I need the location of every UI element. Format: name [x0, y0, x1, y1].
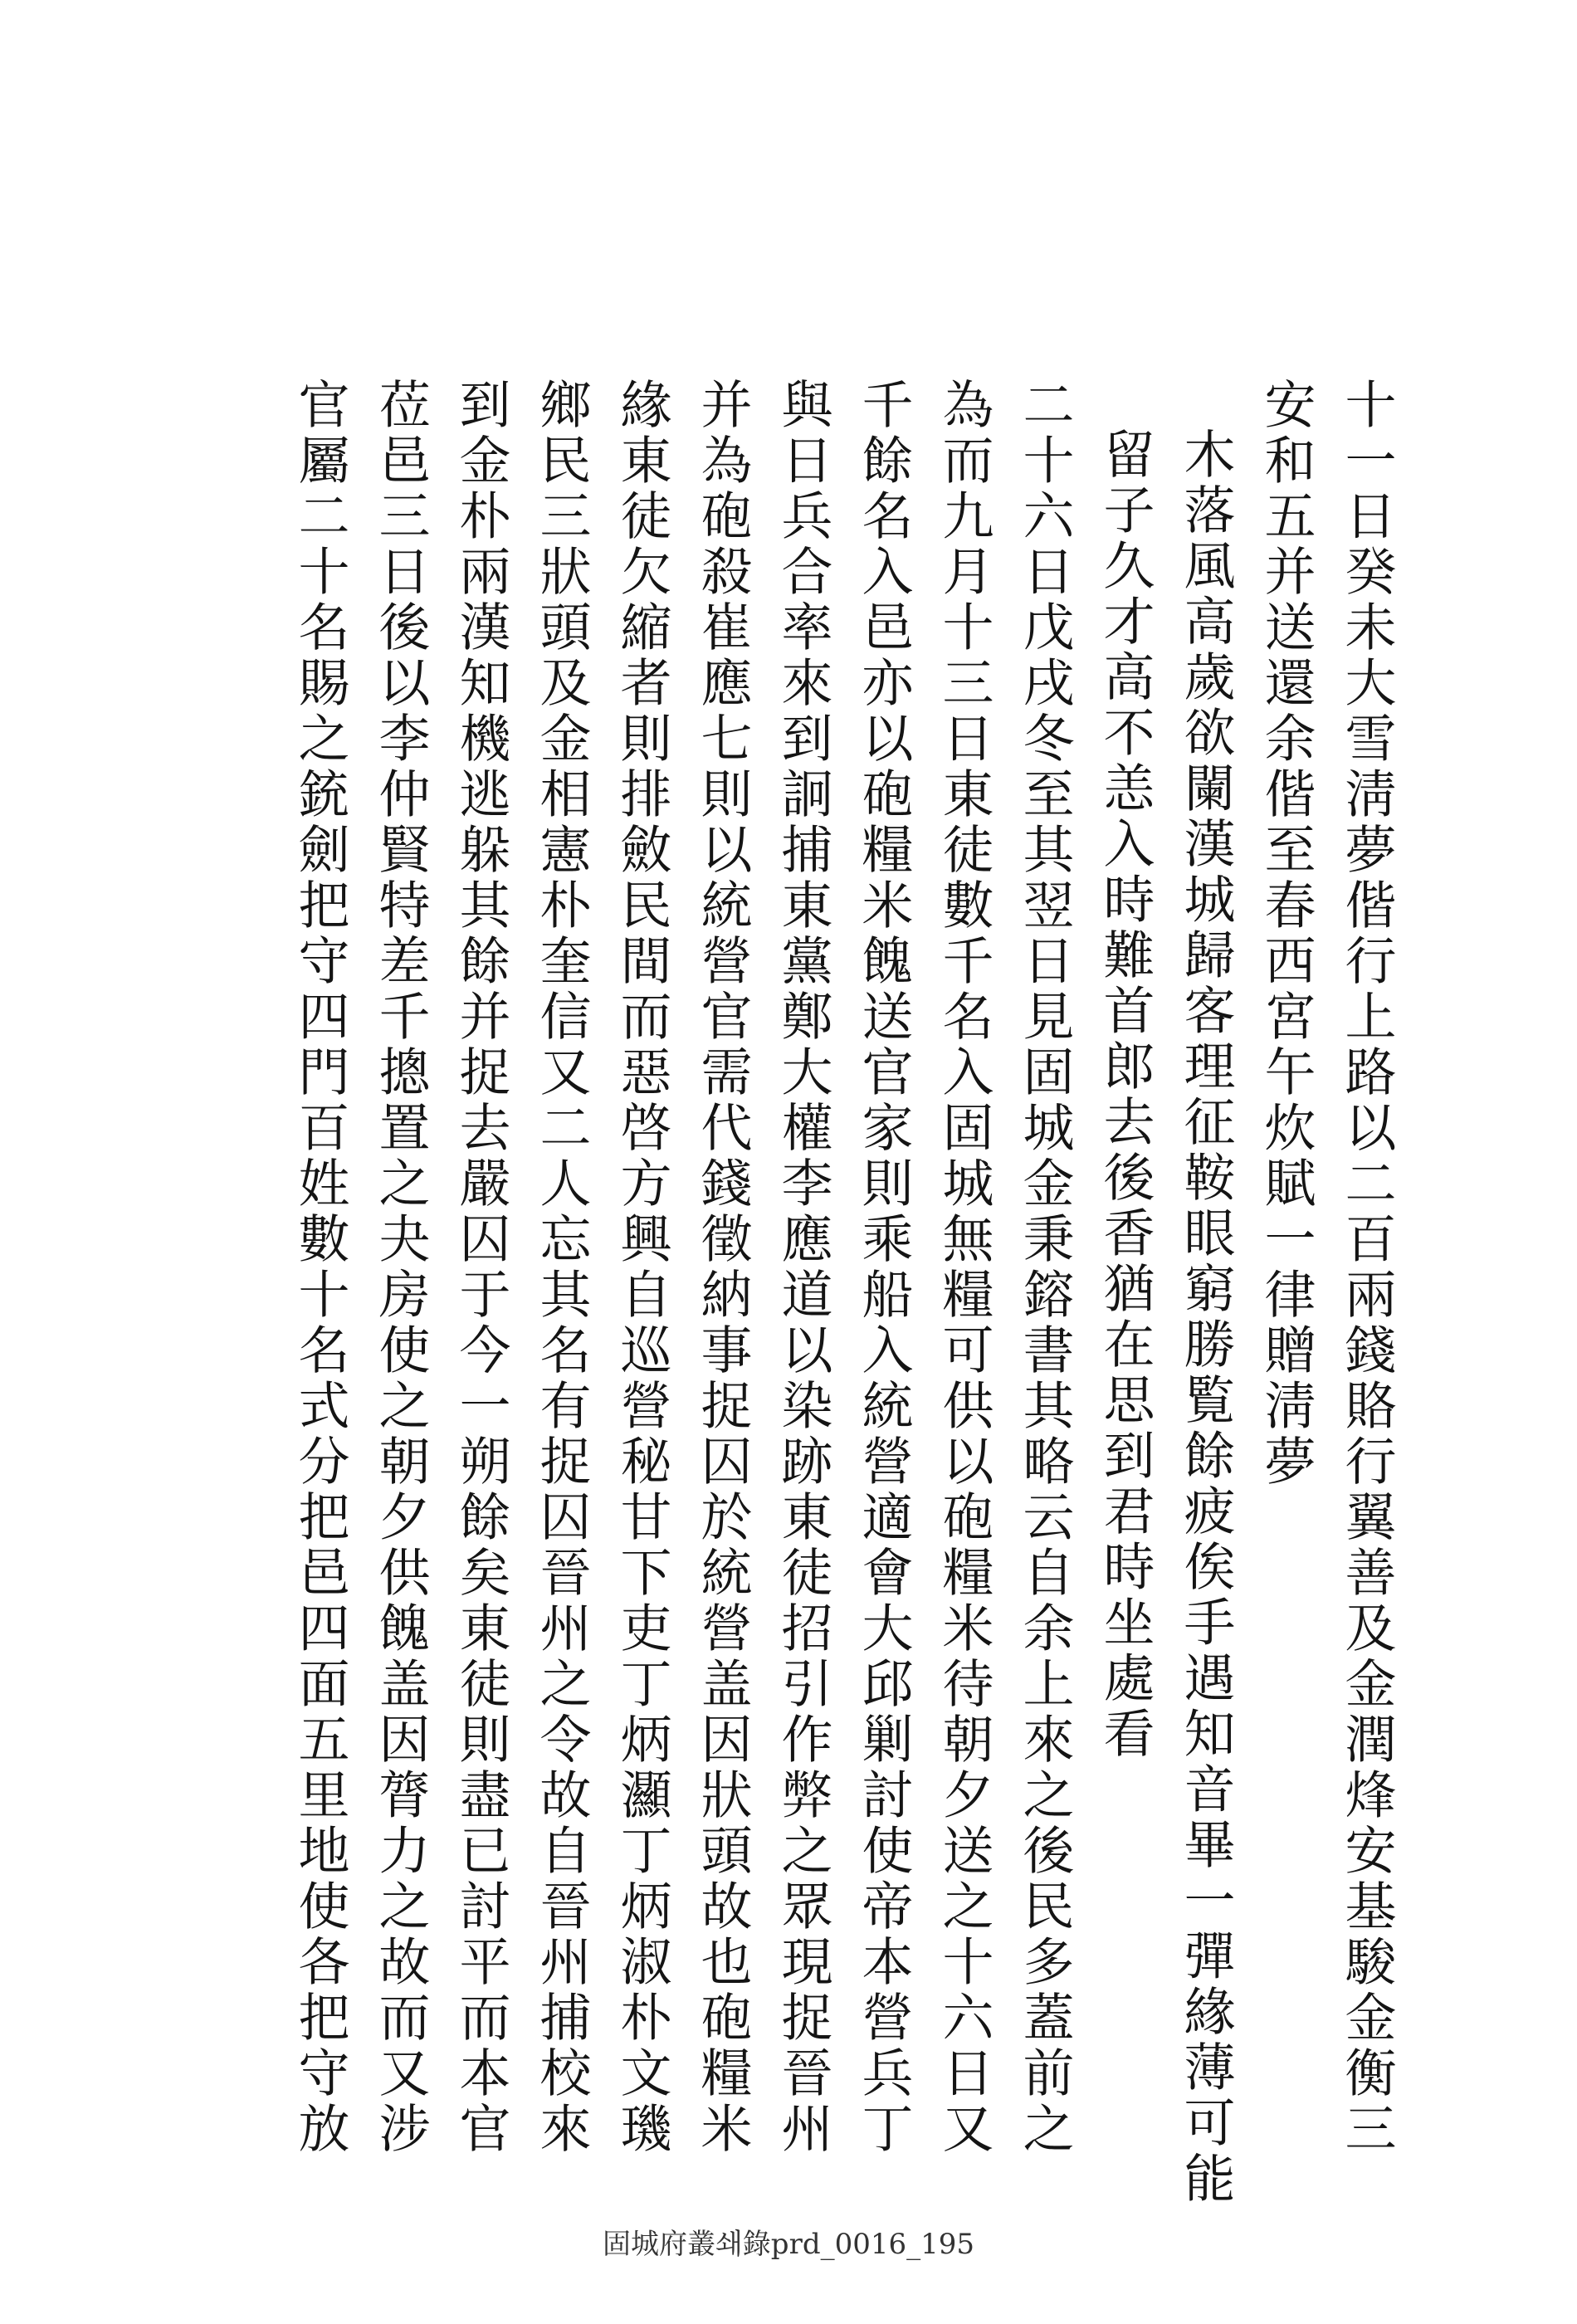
text-line: 留子久才高不恙入時難首郎去後香猶在思到君時坐處看: [1095, 427, 1155, 1762]
text-line: 木落風高歲欲闌漢城歸客理征鞍眼窮勝覧餘疲俟手遇知音畢一彈緣薄可能: [1175, 427, 1236, 2207]
text-line: 莅邑三日後以李仲賢特差千摠置之夬房使之朝夕供餽盖因膂力之故而又涉: [370, 378, 431, 2157]
text-line: 千餘名入邑亦以砲糧米餽送官家則乘船入統營適會大邱剿討使帝本營兵丁: [853, 378, 914, 2157]
text-line: 緣東徒欠縮者則排斂民間而惡啓方興自巡營秘甘下吏丁炳灦丁炳淑朴文璣: [612, 378, 672, 2157]
text-line: 鄉民三狀頭及金相憲朴奎信又二人忘其名有捉囚晉州之令故自晉州捕校來: [531, 378, 592, 2157]
text-line: 二十六日戊戌冬至其翌日見固城金秉鎔書其略云自余上來之後民多蓋前之: [1014, 378, 1075, 2157]
page-caption: 固城府叢쇄錄prd_0016_195: [602, 2228, 975, 2261]
text-line: 并為砲殺崔應七則以統營官需代錢徵納事捉囚於統營盖因狀頭故也砲糧米: [692, 378, 753, 2157]
vertical-text-body: [145, 378, 1407, 2207]
text-line: 十一日癸未大雪淸夢偕行上路以二百兩錢賂行翼善及金潤烽安基駿金衡三: [1336, 378, 1397, 2157]
text-line: 安和五并送還余偕至春西宮午炊賦一律贈淸夢: [1256, 378, 1316, 1490]
text-line: 到金朴兩漢知機逃躲其餘并捉去嚴囚于今一朔餘矣東徒則盡已討平而本官: [451, 378, 511, 2157]
text-line: 與日兵合率來到詗捕東黨鄭大權李應道以染跡東徒招引作弊之眾現捉晉州: [773, 378, 833, 2157]
text-line: 官屬二十名賜之銃劍把守四門百姓數十名式分把邑四面五里地使各把守放: [290, 378, 350, 2157]
text-line: 為而九月十三日東徒數千名入固城無糧可供以砲糧米待朝夕送之十六日又: [934, 378, 994, 2157]
